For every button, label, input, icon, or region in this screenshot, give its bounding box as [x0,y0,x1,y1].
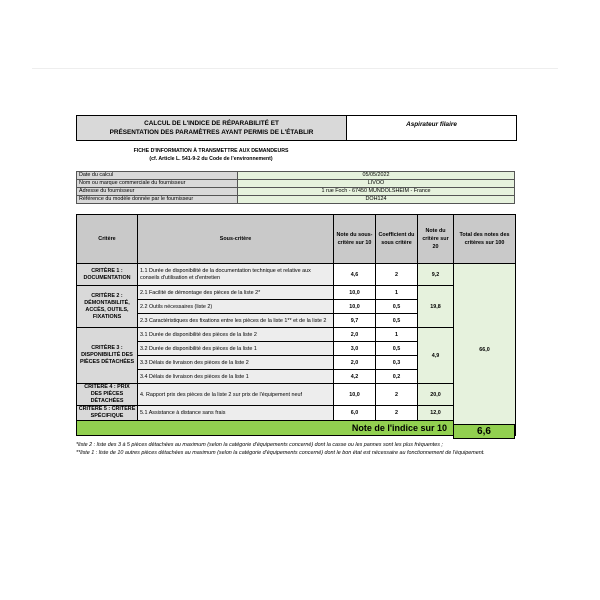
info-label: Date du calcul [77,172,238,180]
criterion-score: 19,8 [418,286,454,328]
col-note10: Note du sous-critère sur 10 [334,215,376,264]
title-line-2: PRÉSENTATION DES PARAMÈTRES AYANT PERMIS DE L'ÉTABLIR [109,129,314,136]
subcriterion-coef: 0,2 [376,370,418,384]
subcriterion-coef: 1 [376,328,418,342]
info-label: Adresse du fournisseur [77,188,238,196]
criterion-4: CRITÈRE 4 : PRIX DES PIÈCES DÉTACHÉES [77,384,138,406]
title-line-1: CALCUL DE L'INDICE DE RÉPARABILITÉ ET [144,120,279,127]
fiche-line-1: FICHE D'INFORMATION À TRANSMETTRE AUX DEMANDEURS [133,148,289,154]
info-row [77,172,515,180]
criterion-score: 20,0 [418,384,454,406]
info-label: Référence du modèle donnée par le fournisseur [77,196,238,204]
subcriterion-note: 10,0 [334,286,376,300]
col-critere: Critère [77,215,138,264]
score-table [76,214,516,436]
subcriterion: 3.2 Durée de disponibilité des pièces de la liste 1 [138,342,334,356]
product-name: Aspirateur filaire [406,121,457,128]
criterion-score: 12,0 [418,406,454,421]
subcriterion-coef: 2 [376,406,418,421]
info-value: 1 rue Foch - 67450 MUNDOLSHEIM - France [238,188,515,196]
subcriterion-coef: 2 [376,384,418,406]
info-row [77,196,515,204]
subcriterion: 2.2 Outils nécessaires (liste 2) [138,300,334,314]
subcriterion-coef: 0,5 [376,342,418,356]
subcriterion: 5.1 Assistance à distance sans frais [138,406,334,421]
final-score-value: 6,6 [453,424,515,439]
subcriterion-note: 6,0 [334,406,376,421]
subcriterion-note: 9,7 [334,314,376,328]
col-sous-critere: Sous-critère [138,215,334,264]
subcriterion: 1.1 Durée de disponibilité de la documentation technique et relative aux conseils d'utilisation et d'entretien [138,264,334,286]
col-total: Total des notes des critères sur 100 [454,215,516,264]
footnote-2: **liste 1 : liste de 10 autres pièces détachées au maximum (selon la catégorie d'équipements concerné) dont le bon état est nécessaire au fonctionnement de l'équipement. [76,450,485,456]
col-coef: Coefficient du sous critère [376,215,418,264]
subcriterion-coef: 0,3 [376,356,418,370]
page-title [77,116,347,140]
footnotes [76,441,521,457]
subcriterion-coef: 1 [376,286,418,300]
subcriterion: 2.1 Facilité de démontage des pièces de la liste 2* [138,286,334,300]
info-value: 05/05/2022 [238,172,515,180]
table-row [77,286,516,300]
subcriterion: 3.3 Délais de livraison des pièces de la liste 2 [138,356,334,370]
total-score: 66,0 [454,264,516,436]
supplier-info-table [76,171,515,204]
info-row [77,188,515,196]
criterion-3: CRITÈRE 3 : DISPONIBILITÉ DES PIÈCES DÉTACHÉES [77,328,138,384]
final-score-row [77,421,516,436]
subcriterion: 2.3 Caractéristiques des fixations entre les pièces de la liste 1** et de la liste 2 [138,314,334,328]
fiche-line-2: (cf. Article L. 541-9-2 du Code de l'environnement) [149,156,273,162]
table-row [77,328,516,342]
subcriterion-note: 10,0 [334,384,376,406]
subcriterion-note: 10,0 [334,300,376,314]
col-note20: Note du critère sur 20 [418,215,454,264]
title-block [76,115,517,141]
info-label: Nom ou marque commerciale du fournisseur [77,180,238,188]
info-value: LIVOO [238,180,515,188]
criterion-score: 9,2 [418,264,454,286]
table-row [77,384,516,406]
subcriterion: 4. Rapport prix des pièces de la liste 2 sur prix de l'équipement neuf [138,384,334,406]
info-value: DOH124 [238,196,515,204]
footnote-1: *liste 2 : liste des 3 à 5 pièces détachées au maximum (selon la catégorie d'équipements concerné) dont la casse ou les pannes sont les plus fréquentes ; [76,442,443,448]
subcriterion-note: 4,6 [334,264,376,286]
subcriterion-coef: 0,5 [376,314,418,328]
table-row [77,264,516,286]
subcriterion: 3.1 Durée de disponibilité des pièces de la liste 2 [138,328,334,342]
subcriterion: 3.4 Délais de livraison des pièces de la liste 1 [138,370,334,384]
subcriterion-note: 4,2 [334,370,376,384]
final-score-label: Note de l'indice sur 10 [77,421,454,436]
subcriterion-coef: 2 [376,264,418,286]
criterion-score: 4,9 [418,328,454,384]
subcriterion-coef: 0,5 [376,300,418,314]
criterion-5: CRITÈRE 5 : CRITÈRE SPÉCIFIQUE [77,406,138,421]
fiche-heading [76,147,346,163]
info-row [77,180,515,188]
top-divider [32,68,558,69]
table-row [77,406,516,421]
criterion-1: CRITÈRE 1 : DOCUMENTATION [77,264,138,286]
subcriterion-note: 3,0 [334,342,376,356]
subcriterion-note: 2,0 [334,328,376,342]
subcriterion-note: 2,0 [334,356,376,370]
table-header-row [77,215,516,264]
criterion-2: CRITÈRE 2 : DÉMONTABILITÉ, ACCÈS, OUTILS, FIXATIONS [77,286,138,328]
